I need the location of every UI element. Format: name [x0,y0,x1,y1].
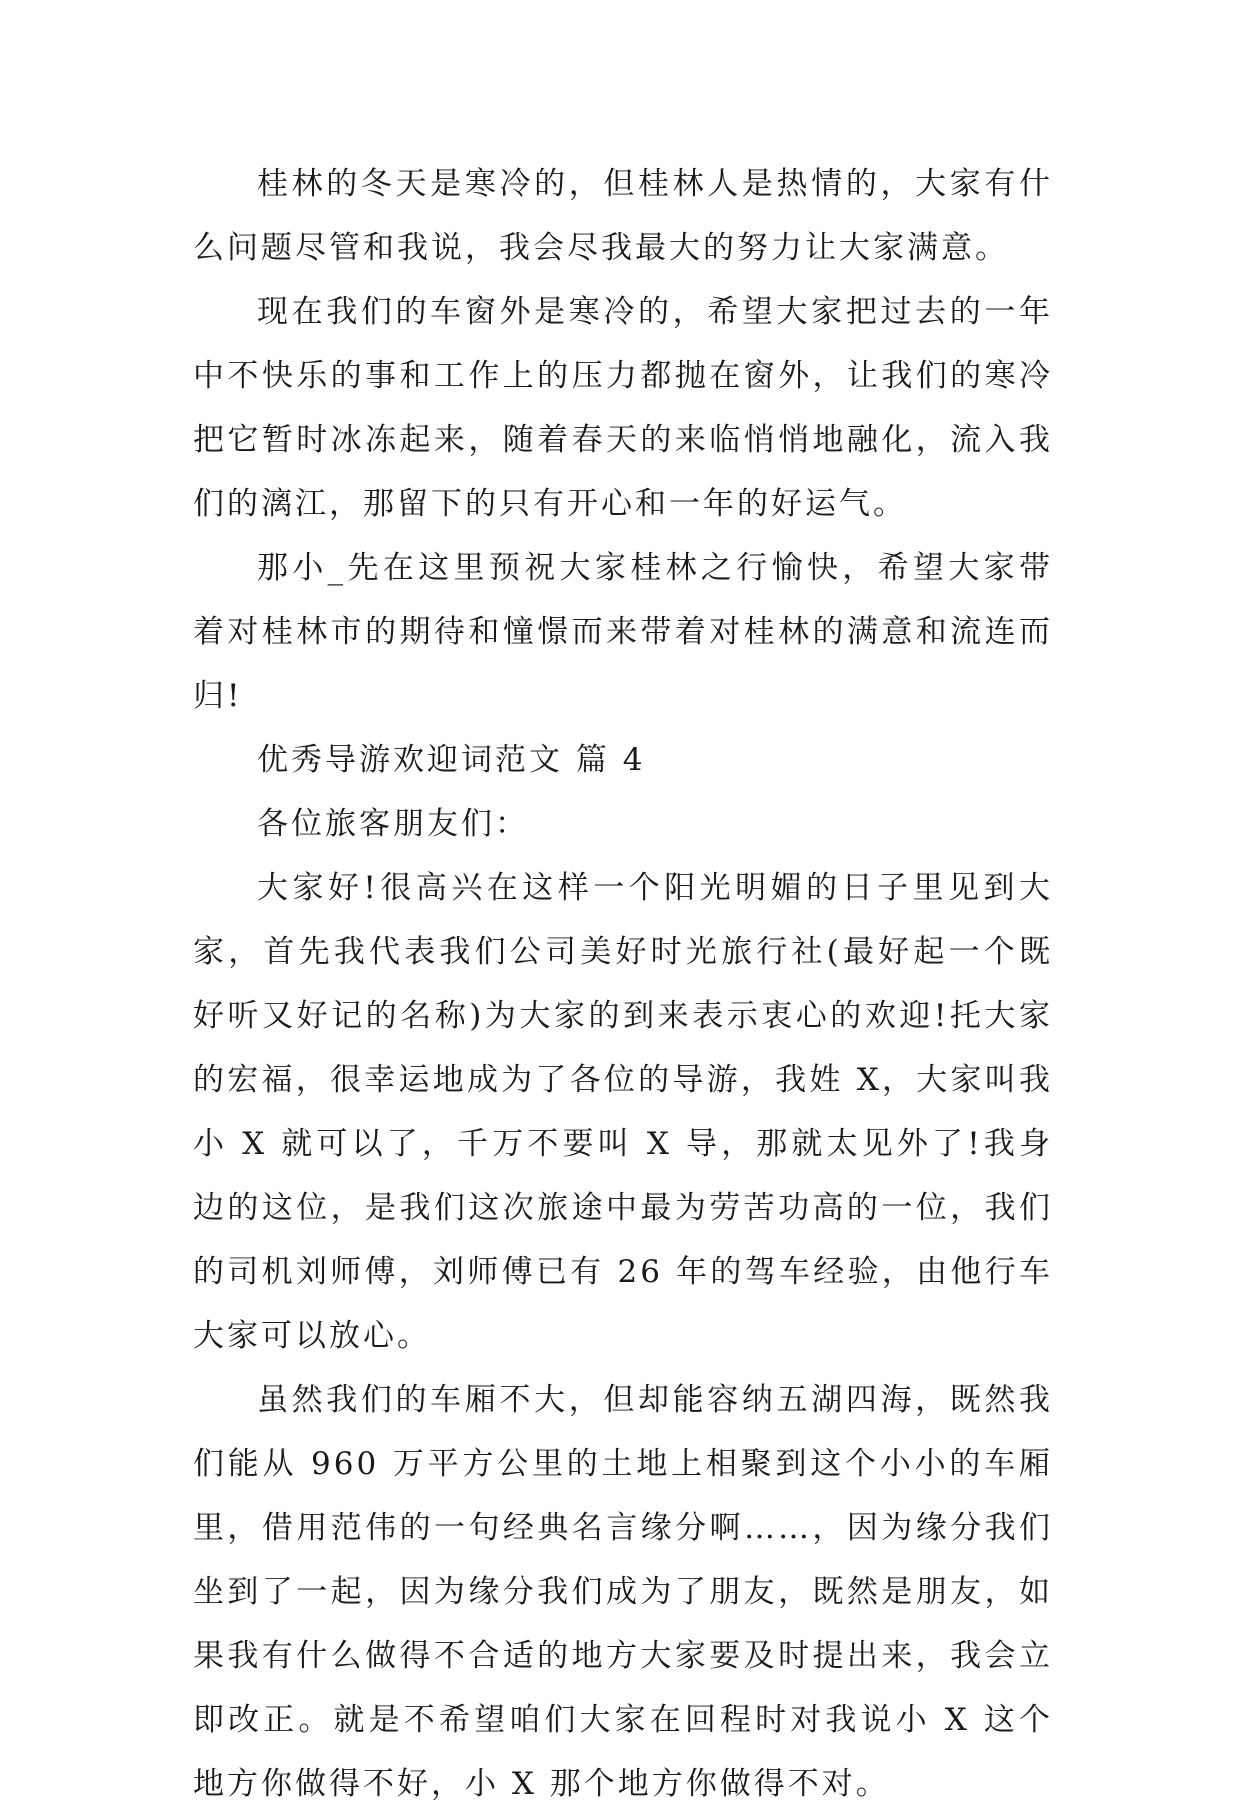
paragraph-greeting-intro: 大家好!很高兴在这样一个阳光明媚的日子里见到大家，首先我代表我们公司美好时光旅行社(最好起一个既好听又好记的名称)为大家的到来表示衷心的欢迎!托大家的宏福，很幸运地成为了各位的导游，我姓 X，大家叫我小 X 就可以了，千万不要叫 X 导，那就太见外了!我身边的这位，是我们这次旅途中最为劳苦功高的一位，我们的司机刘师傅，刘师傅已有 26 年的驾车经验，由他行车大家可以放心。 [193,870,1053,1354]
paragraph-fate-together: 虽然我们的车厢不大，但却能容纳五湖四海，既然我们能从 960 万平方公里的土地上相聚到这个小小的车厢里，借用范伟的一句经典名言缘分啊……，因为缘分我们坐到了一起，因为缘分我们成为了朋友，既然是朋友，如果我有什么做得不合适的地方大家要及时提出来，我会立即改正。就是不希望咱们大家在回程时对我说小 X 这个地方你做得不好，小 X 那个地方你做得不对。 [193,1382,1053,1802]
paragraph-salutation: 各位旅客朋友们： [257,806,529,842]
document-body [193,152,1053,1816]
section-heading: 优秀导游欢迎词范文 篇 4 [257,742,646,778]
paragraph-winter-welcome: 桂林的冬天是寒冷的，但桂林人是热情的，大家有什么问题尽管和我说，我会尽我最大的努力让大家满意。 [193,166,1053,266]
paragraph-window-wish: 现在我们的车窗外是寒冷的，希望大家把过去的一年中不快乐的事和工作上的压力都抛在窗外，让我们的寒冷把它暂时冰冻起来，随着春天的来临悄悄地融化，流入我们的漓江，那留下的只有开心和一年的好运气。 [193,294,1053,522]
paragraph-farewell-wish: 那小_先在这里预祝大家桂林之行愉快，希望大家带着对桂林市的期待和憧憬而来带着对桂林的满意和流连而归! [193,550,1053,714]
